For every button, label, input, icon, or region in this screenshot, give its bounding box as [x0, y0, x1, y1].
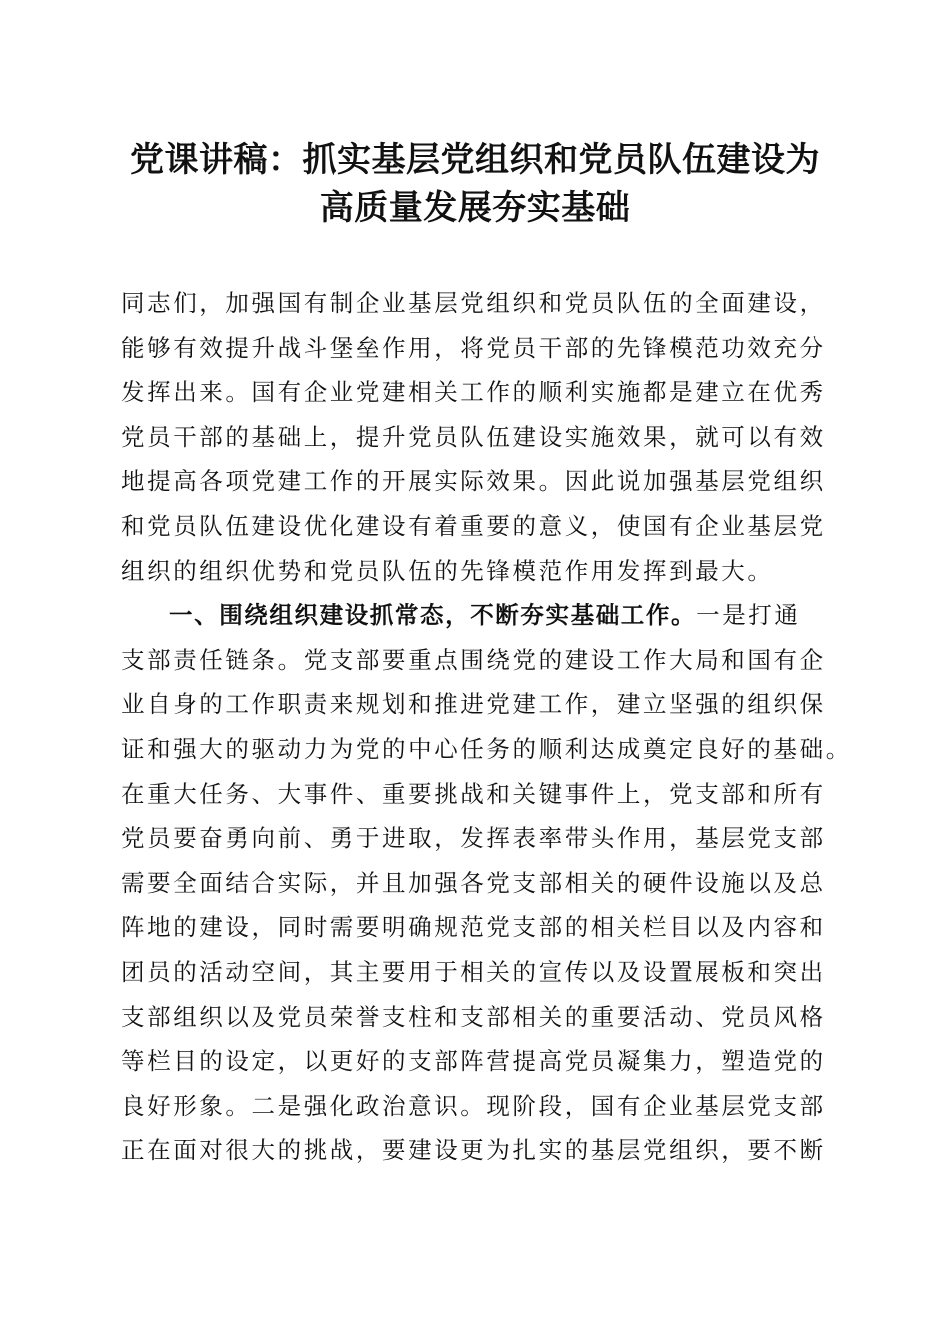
text-line: 支部组织以及党员荣誉支柱和支部相关的重要活动、党员风格 [121, 1002, 826, 1031]
section-first-line-text: 一是打通 [696, 601, 801, 630]
text-line: 阵地的建设，同时需要明确规范党支部的相关栏目以及内容和 [121, 913, 826, 942]
document-title [0, 136, 950, 232]
text-line: 等栏目的设定，以更好的支部阵营提高党员凝集力，塑造党的 [121, 1047, 826, 1076]
text-line: 组织的组织优势和党员队伍的先锋模范作用发挥到最大。 [121, 556, 774, 585]
text-line: 支部责任链条。党支部要重点围绕党的建设工作大局和国有企 [121, 645, 826, 674]
title-line-1: 党课讲稿：抓实基层党组织和党员队伍建设为 [130, 140, 820, 180]
section-heading: 一、围绕组织建设抓常态，不断夯实基础工作。 [169, 601, 697, 630]
text-line: 和党员队伍建设优化建设有着重要的意义，使国有企业基层党 [121, 511, 826, 540]
text-line: 良好形象。二是强化政治意识。现阶段，国有企业基层党支部 [121, 1091, 826, 1120]
paragraph-section-1 [121, 593, 852, 1173]
text-line: 地提高各项党建工作的开展实际效果。因此说加强基层党组织 [121, 467, 826, 496]
text-line: 需要全面结合实际，并且加强各党支部相关的硬件设施以及总 [121, 868, 826, 897]
text-line: 能够有效提升战斗堡垒作用，将党员干部的先锋模范功效充分 [121, 333, 826, 362]
section-first-line [121, 593, 831, 638]
title-line-2: 高质量发展夯实基础 [319, 188, 631, 228]
document-body [121, 281, 852, 1173]
text-line: 业自身的工作职责来规划和推进党建工作，建立坚强的组织保 [121, 690, 826, 719]
text-line: 在重大任务、大事件、重要挑战和关键事件上，党支部和所有 [121, 779, 826, 808]
text-line: 党员干部的基础上，提升党员队伍建设实施效果，就可以有效 [121, 422, 826, 451]
paragraph-intro [121, 281, 831, 593]
text-line: 同志们，加强国有制企业基层党组织和党员队伍的全面建设， [121, 289, 826, 317]
text-line: 发挥出来。国有企业党建相关工作的顺利实施都是建立在优秀 [121, 378, 826, 407]
text-line: 团员的活动空间，其主要用于相关的宣传以及设置展板和突出 [121, 957, 826, 986]
text-line: 正在面对很大的挑战，要建设更为扎实的基层党组织，要不断 [121, 1136, 826, 1165]
text-line: 证和强大的驱动力为党的中心任务的顺利达成奠定良好的基础。 [121, 734, 852, 763]
text-line: 党员要奋勇向前、勇于进取，发挥表率带头作用，基层党支部 [121, 824, 826, 853]
